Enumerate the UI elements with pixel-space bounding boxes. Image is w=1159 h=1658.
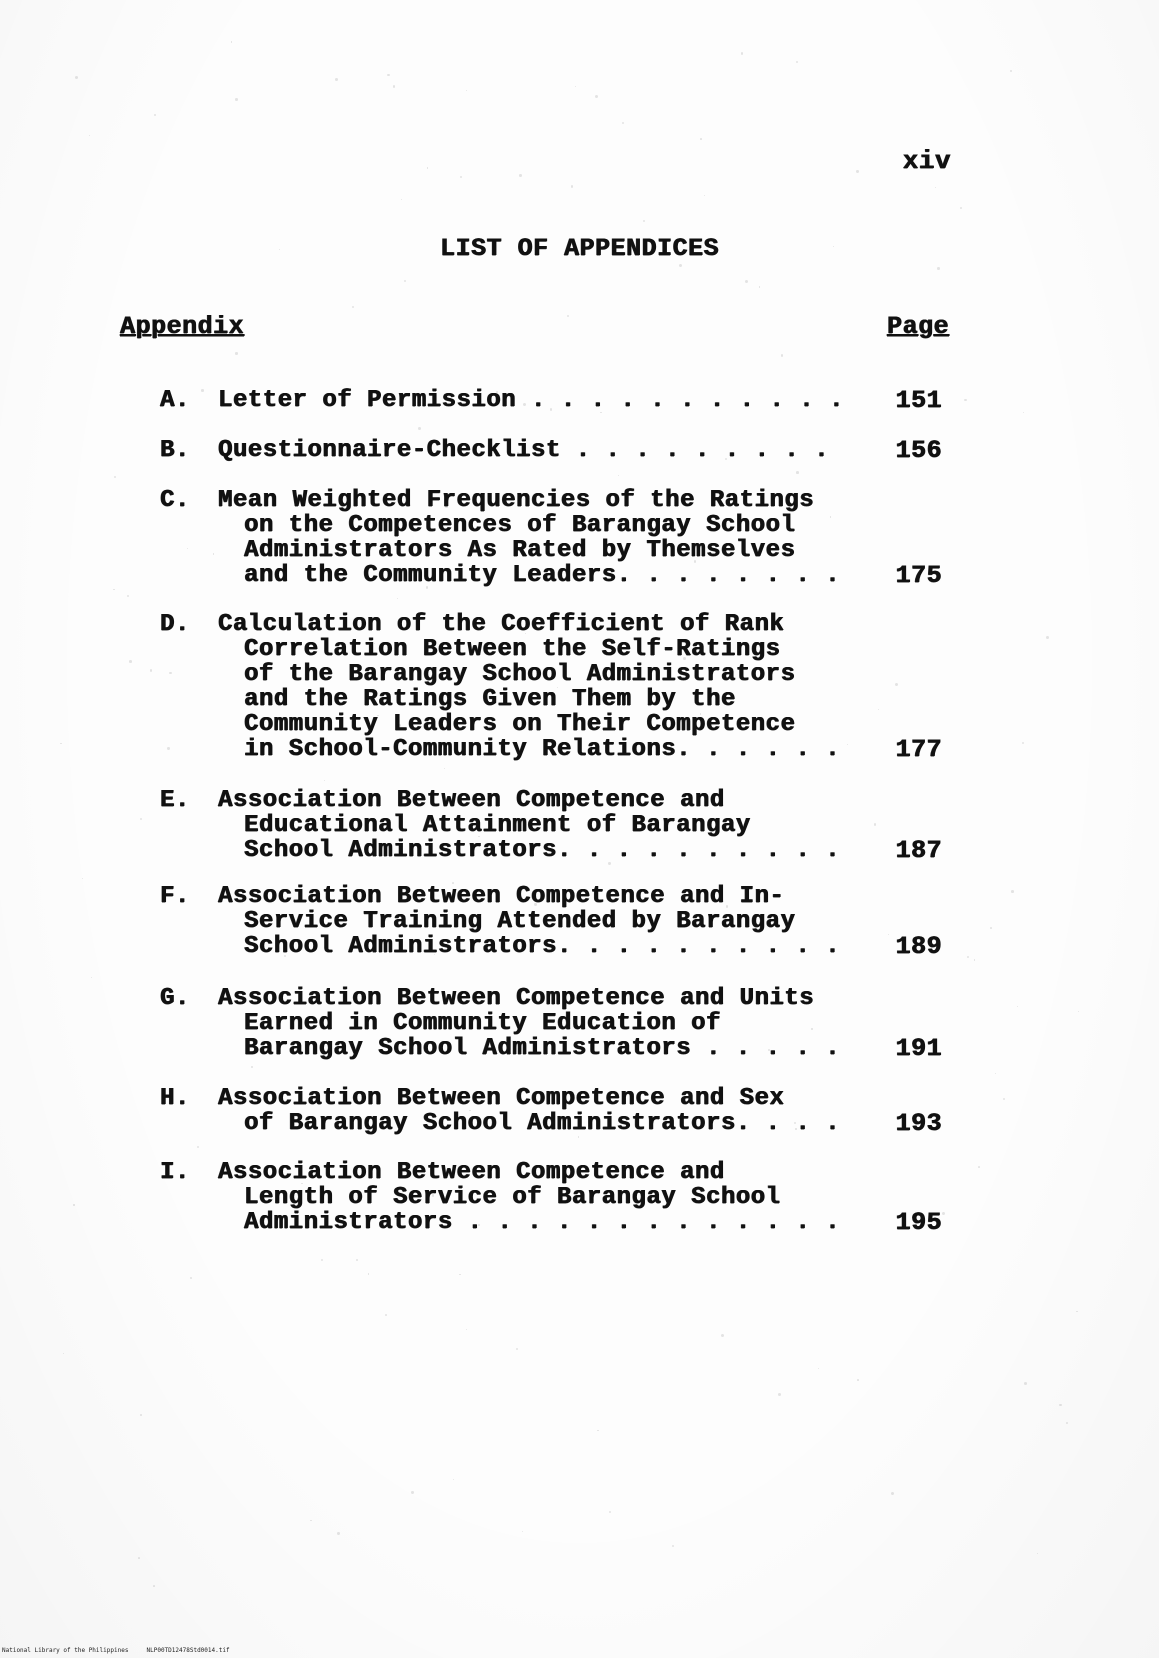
scan-speck [721, 1334, 724, 1337]
scan-speck [321, 1259, 323, 1261]
scan-speck [1017, 1006, 1018, 1007]
scan-speck [571, 185, 573, 187]
scan-speck [335, 78, 338, 81]
appendix-title-line: of the Barangay School Administrators [244, 661, 796, 688]
appendix-title-line: Barangay School Administrators . . . . . [244, 1035, 841, 1062]
scan-speck [768, 1049, 770, 1051]
appendix-entry [160, 986, 942, 1061]
scan-speck [426, 586, 429, 589]
scan-speck [609, 1511, 611, 1513]
scan-speck [704, 195, 705, 196]
appendix-title-line: Length of Service of Barangay School [244, 1184, 781, 1211]
appendix-letter: C. [160, 487, 190, 514]
scan-speck [235, 352, 237, 354]
scan-speck [190, 1277, 192, 1279]
scan-speck [745, 280, 748, 283]
scan-speck [73, 1204, 74, 1205]
appendix-title-line: Letter of Permission . . . . . . . . . . . [218, 387, 844, 414]
appendix-letter: H. [160, 1085, 190, 1112]
scan-speck [683, 657, 686, 660]
scan-speck [1037, 1553, 1038, 1554]
appendix-title-line: Association Between Competence and Units [218, 985, 815, 1012]
appendix-title-line: of Barangay School Administrators. . . . [244, 1110, 841, 1137]
appendix-page-number: 151 [895, 386, 942, 415]
appendix-title-line: Educational Attainment of Barangay [244, 812, 751, 839]
scan-speck [937, 267, 940, 270]
appendix-title [218, 488, 846, 588]
scan-speck [432, 1194, 434, 1196]
scan-speck [478, 1224, 480, 1226]
scan-speck [201, 389, 203, 391]
appendix-title [218, 1086, 846, 1136]
scan-speck [460, 176, 462, 178]
scan-speck [419, 1024, 421, 1026]
appendix-letter: D. [160, 611, 190, 638]
scan-speck [517, 452, 519, 454]
appendix-title-line: Association Between Competence and In- [218, 883, 785, 910]
scan-speck [595, 95, 598, 98]
scan-speck [1046, 636, 1049, 639]
appendix-entry [160, 488, 942, 588]
scan-speck [522, 1531, 523, 1532]
scan-speck [114, 476, 116, 478]
scan-speck [246, 577, 249, 580]
appendix-title-line: Correlation Between the Self-Ratings [244, 636, 781, 663]
scan-speck [397, 598, 398, 599]
scan-speck [444, 768, 445, 769]
scan-speck [857, 1379, 859, 1381]
appendix-entry [160, 1086, 942, 1136]
scan-speck [312, 854, 314, 856]
appendix-title-line: School Administrators. . . . . . . . . . [244, 933, 841, 960]
scan-speck [738, 651, 740, 653]
appendix-letter: F. [160, 883, 190, 910]
scan-speck [618, 475, 619, 476]
scan-speck [82, 878, 83, 879]
scan-speck [411, 1491, 413, 1493]
appendix-page-number: 177 [895, 735, 942, 764]
scan-speck [534, 903, 536, 905]
scan-speck [818, 1368, 819, 1369]
scan-speck [990, 927, 992, 929]
scan-speck [1076, 1311, 1078, 1313]
scan-speck [223, 793, 225, 795]
appendix-page-number: 191 [895, 1034, 942, 1063]
scan-speck [60, 743, 62, 745]
scan-speck [1078, 1011, 1079, 1012]
appendix-letter: A. [160, 387, 190, 414]
scan-speck [459, 1274, 461, 1276]
scan-speck [796, 61, 798, 63]
scan-speck [960, 207, 962, 209]
scan-speck [352, 306, 354, 308]
scan-speck [387, 74, 389, 76]
appendix-letter: I. [160, 1159, 190, 1186]
scan-speck [197, 1146, 199, 1148]
appendix-title [218, 612, 846, 762]
scan-speck [781, 354, 784, 357]
scan-speck [622, 122, 624, 124]
appendix-title-line: Association Between Competence and [218, 1159, 725, 1186]
footer-file: NLP00TD12478Std0014.tif [146, 1647, 230, 1654]
scan-speck [778, 1393, 781, 1396]
appendix-page-number: 189 [895, 932, 942, 961]
scan-speck [427, 167, 428, 168]
appendix-page-number: 193 [895, 1109, 942, 1138]
appendix-letter: E. [160, 787, 190, 814]
scan-speck [404, 280, 406, 282]
scan-speck [129, 660, 132, 663]
scan-speck [974, 959, 975, 960]
scan-speck [942, 1212, 945, 1215]
appendix-entry [160, 612, 942, 762]
scan-speck [1003, 1098, 1005, 1100]
scan-footer [2, 1647, 230, 1654]
scan-speck [337, 1532, 339, 1534]
appendix-title-line: and the Community Leaders. . . . . . . . [244, 562, 841, 589]
scan-speck [251, 1066, 253, 1068]
scan-speck [978, 1166, 980, 1168]
scan-speck [519, 174, 522, 177]
appendix-title-line: Association Between Competence and Sex [218, 1085, 785, 1112]
scan-speck [324, 780, 325, 781]
appendix-page-number: 175 [895, 561, 942, 590]
appendix-entry [160, 1160, 942, 1235]
appendix-title [218, 1160, 846, 1235]
scan-speck [91, 977, 93, 979]
appendix-entry [160, 884, 942, 959]
scan-speck [567, 315, 569, 317]
scan-speck [935, 187, 937, 189]
scan-speck [418, 427, 421, 430]
scan-speck [1059, 1404, 1061, 1406]
appendix-title [218, 884, 846, 959]
scan-speck [796, 471, 799, 474]
appendix-title [218, 788, 846, 863]
scan-speck [63, 1353, 64, 1354]
scan-speck [643, 220, 645, 222]
scan-speck [453, 1479, 454, 1480]
appendix-title-line: Administrators As Rated by Themselves [244, 537, 796, 564]
page-title: LIST OF APPENDICES [439, 234, 720, 263]
scan-speck [795, 1128, 796, 1129]
scan-speck [154, 114, 156, 116]
scan-speck [113, 589, 114, 590]
scan-speck [301, 1183, 303, 1185]
appendix-title-line: Earned in Community Education of [244, 1010, 721, 1037]
scan-speck [597, 1430, 599, 1432]
scan-speck [967, 956, 969, 958]
scan-speck [140, 1414, 142, 1416]
scan-speck [672, 1545, 674, 1547]
appendix-title-line: and the Ratings Given Them by the [244, 686, 736, 713]
scan-speck [575, 86, 576, 87]
scan-speck [385, 1314, 387, 1316]
scan-speck [648, 993, 649, 994]
appendix-title-line: Questionnaire-Checklist . . . . . . . . . [218, 437, 829, 464]
scan-speck [356, 1259, 358, 1261]
scan-speck [1024, 1382, 1027, 1385]
scan-speck [1023, 412, 1024, 413]
scan-speck [1011, 890, 1014, 893]
scan-speck [856, 170, 858, 172]
scan-speck [299, 1020, 301, 1022]
appendix-title-line: Mean Weighted Frequencies of the Ratings [218, 487, 815, 514]
scan-speck [368, 1273, 369, 1274]
page-number: xiv [902, 146, 951, 176]
scan-speck [608, 862, 610, 864]
appendix-page-number: 195 [895, 1208, 942, 1237]
scan-speck [401, 199, 402, 200]
column-header-appendix: Appendix [120, 312, 245, 341]
scan-speck [466, 90, 467, 91]
scan-speck [516, 1348, 518, 1350]
scan-speck [741, 52, 744, 55]
appendix-title-line: Calculation of the Coefficient of Rank [218, 611, 785, 638]
scan-speck [1022, 742, 1025, 745]
scan-speck [700, 138, 702, 140]
scan-speck [167, 747, 169, 749]
scan-speck [393, 85, 395, 87]
scan-speck [478, 836, 480, 838]
scan-speck [140, 818, 142, 820]
scan-speck [75, 76, 78, 79]
column-header-page: Page [886, 312, 949, 341]
scan-speck [830, 516, 831, 517]
appendix-page-number: 187 [895, 836, 942, 865]
scan-speck [89, 135, 91, 137]
scan-speck [895, 683, 898, 686]
footer-library: National Library of the Philippines [2, 1647, 129, 1654]
scan-speck [138, 1557, 140, 1559]
scan-speck [235, 98, 238, 101]
scan-speck [153, 1585, 155, 1587]
appendix-entry [160, 438, 942, 463]
scan-speck [878, 709, 879, 710]
scan-speck [398, 724, 401, 727]
scan-speck [679, 264, 682, 267]
scan-speck [310, 1520, 311, 1521]
scan-speck [231, 41, 232, 42]
appendix-title [218, 986, 846, 1061]
scan-speck [964, 399, 966, 401]
scan-speck [811, 1028, 812, 1029]
appendix-title-line: Administrators . . . . . . . . . . . . . [244, 1209, 841, 1236]
appendix-title-line: Service Training Attended by Barangay [244, 908, 796, 935]
appendix-title-line: Community Leaders on Their Competence [244, 711, 796, 738]
appendix-title-line: in School-Community Relations. . . . . . [244, 736, 841, 763]
scan-speck [995, 1073, 996, 1074]
scan-speck [374, 643, 375, 644]
scan-speck [127, 595, 129, 597]
scan-speck [377, 715, 378, 716]
scan-speck [1010, 70, 1012, 72]
appendix-title [218, 438, 846, 463]
scan-speck [759, 286, 760, 287]
appendix-entry [160, 788, 942, 863]
appendix-title [218, 388, 846, 413]
scan-speck [891, 1492, 894, 1495]
scan-speck [466, 1329, 467, 1330]
scan-speck [150, 669, 152, 671]
appendix-letter: G. [160, 985, 190, 1012]
appendix-letter: B. [160, 437, 190, 464]
scan-speck [1066, 1422, 1068, 1424]
appendix-title-line: on the Competences of Barangay School [244, 512, 796, 539]
appendix-page-number: 156 [895, 436, 942, 465]
scan-speck [496, 391, 498, 393]
appendix-title-line: School Administrators. . . . . . . . . . [244, 837, 841, 864]
appendix-title-line: Association Between Competence and [218, 787, 725, 814]
